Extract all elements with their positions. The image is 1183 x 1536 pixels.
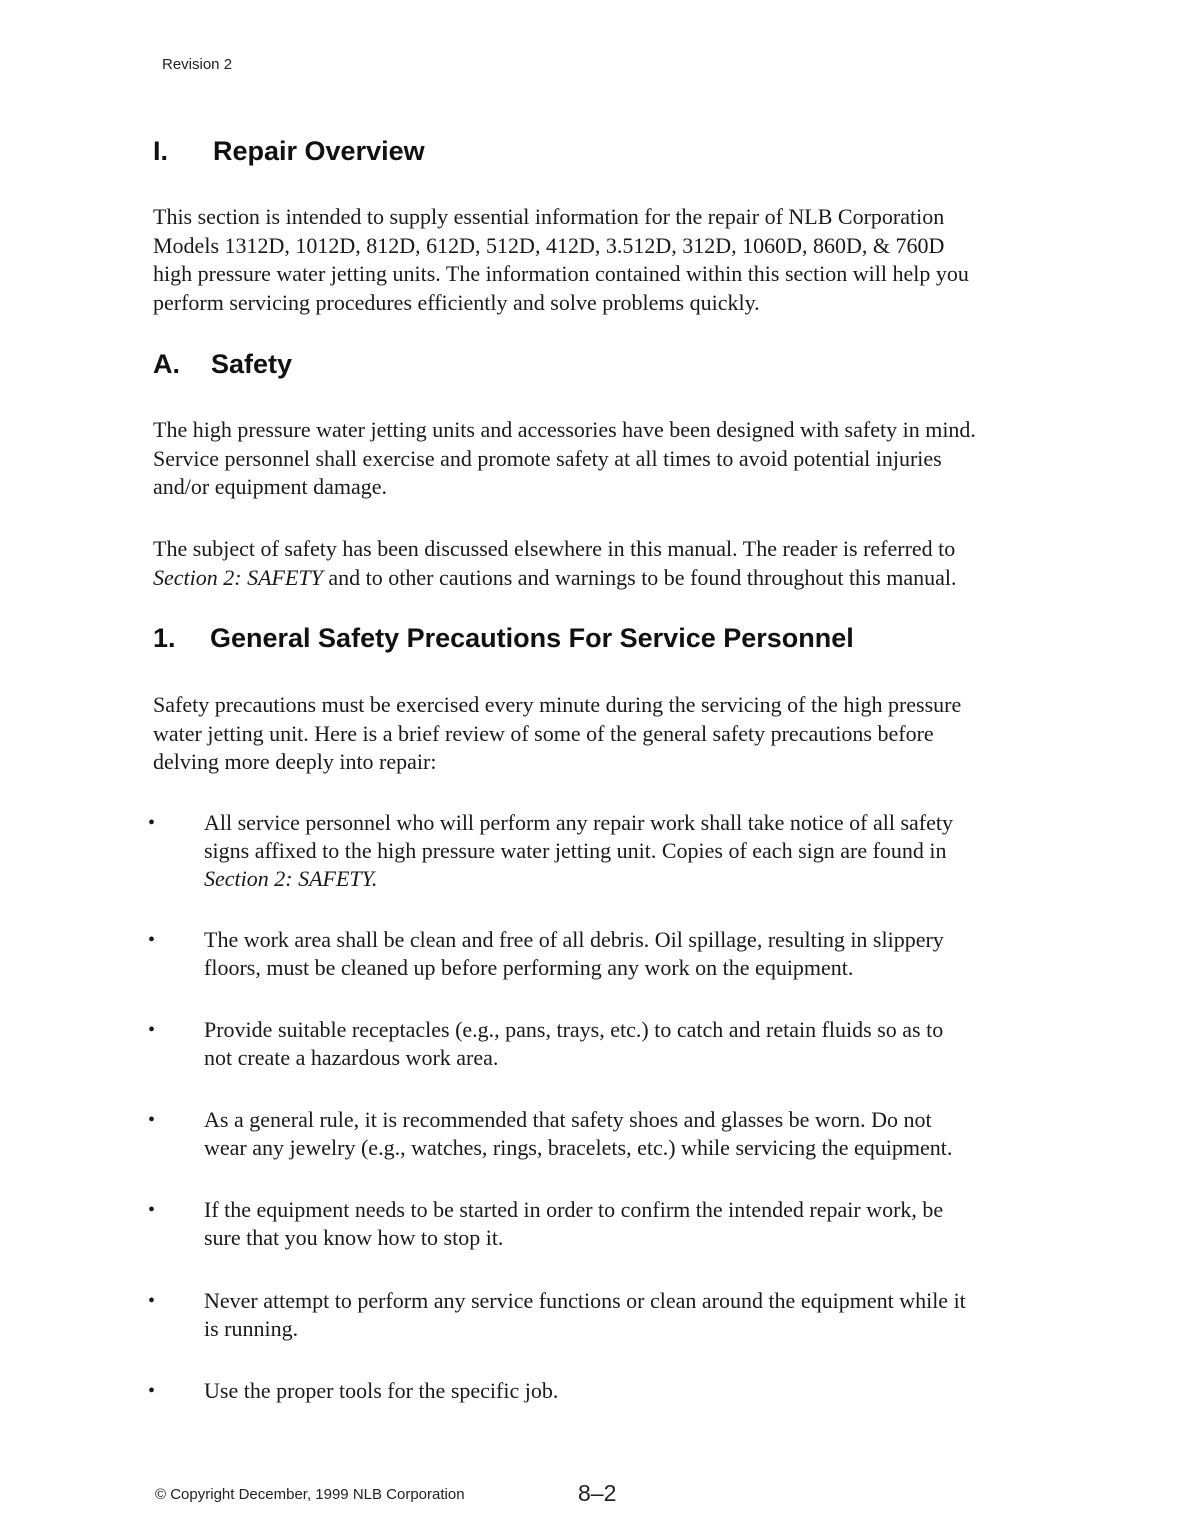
page-number: 8–2 xyxy=(578,1480,617,1506)
paragraph-line: water jetting unit. Here is a brief review of some of the general safety precautions before xyxy=(153,720,934,746)
bullet-line: As a general rule, it is recommended that safety shoes and glasses be worn. Do not xyxy=(204,1107,932,1132)
bullet-line: If the equipment needs to be started in order to confirm the intended repair work, be xyxy=(204,1197,944,1222)
section-i-heading xyxy=(153,136,425,167)
section-a-number: A. xyxy=(153,349,180,379)
bullet-line: sure that you know how to stop it. xyxy=(204,1225,504,1250)
copyright-notice: © Copyright December, 1999 NLB Corporation xyxy=(155,1486,465,1503)
paragraph-line-rest: and to other cautions and warnings to be found throughout this manual. xyxy=(322,564,957,590)
section-a-title: Safety xyxy=(211,349,293,379)
bullet-icon: • xyxy=(148,1380,156,1402)
paragraph-line: The subject of safety has been discussed elsewhere in this manual. The reader is referred to xyxy=(153,536,956,561)
bullet-line: Never attempt to perform any service functions or clean around the equipment while it xyxy=(204,1288,966,1313)
paragraph-line: The high pressure water jetting units and accessories have been designed with safety in mind. xyxy=(153,417,976,442)
paragraph-line xyxy=(153,564,1083,593)
section-2-safety-reference: Section 2: SAFETY xyxy=(153,564,323,590)
section-2-safety-reference: Section 2: SAFETY. xyxy=(204,866,378,891)
bullet-icon: • xyxy=(148,1019,156,1041)
section-a-heading xyxy=(153,349,292,380)
bullet-line: signs affixed to the high pressure water jetting unit. Copies of each sign are found in xyxy=(204,838,947,863)
bullet-icon: • xyxy=(148,1109,156,1131)
safety-paragraph-2 xyxy=(153,535,1083,592)
safety-paragraph-1 xyxy=(153,416,1083,502)
paragraph-line: high pressure water jetting units. The information contained within this section will help you xyxy=(153,261,969,286)
bullet-line: not create a hazardous work area. xyxy=(204,1045,499,1070)
revision-label: Revision 2 xyxy=(162,56,233,73)
bullet-line: Use the proper tools for the specific job. xyxy=(204,1378,559,1403)
paragraph-line: delving more deeply into repair: xyxy=(153,749,437,774)
paragraph-line: perform servicing procedures efficiently and solve problems quickly. xyxy=(153,289,760,315)
precautions-intro-paragraph xyxy=(153,691,1083,777)
paragraph-line: and/or equipment damage. xyxy=(153,474,387,499)
paragraph-line: Safety precautions must be exercised every minute during the servicing of the high pressure xyxy=(153,692,962,717)
paragraph-line: This section is intended to supply essential information for the repair of NLB Corporation xyxy=(153,204,945,229)
bullet-line: All service personnel who will perform any repair work shall take notice of all safety xyxy=(204,810,953,835)
section-1-heading xyxy=(153,623,854,654)
section-i-number: I. xyxy=(153,136,169,166)
section-1-title: General Safety Precautions For Service Personnel xyxy=(210,623,854,653)
bullet-icon: • xyxy=(148,812,156,834)
bullet-line: The work area shall be clean and free of all debris. Oil spillage, resulting in slippery xyxy=(204,927,944,952)
paragraph-line: Models 1312D, 1012D, 812D, 612D, 512D, 412D, 3.512D, 312D, 1060D, 860D, & 760D xyxy=(153,232,945,258)
bullet-icon: • xyxy=(148,1290,156,1312)
section-1-number: 1. xyxy=(153,623,176,653)
section-i-title: Repair Overview xyxy=(213,136,425,166)
bullet-line: floors, must be cleaned up before performing any work on the equipment. xyxy=(204,955,854,980)
bullet-line: Provide suitable receptacles (e.g., pans, trays, etc.) to catch and retain fluids so as to xyxy=(204,1017,944,1042)
bullet-line: is running. xyxy=(204,1316,299,1341)
repair-overview-paragraph xyxy=(153,203,1083,317)
bullet-line xyxy=(204,865,1074,893)
paragraph-line: Service personnel shall exercise and promote safety at all times to avoid potential injuries xyxy=(153,445,942,471)
bullet-icon: • xyxy=(148,929,156,951)
bullet-icon: • xyxy=(148,1199,156,1221)
bullet-line: wear any jewelry (e.g., watches, rings, bracelets, etc.) while servicing the equipment. xyxy=(204,1135,953,1160)
